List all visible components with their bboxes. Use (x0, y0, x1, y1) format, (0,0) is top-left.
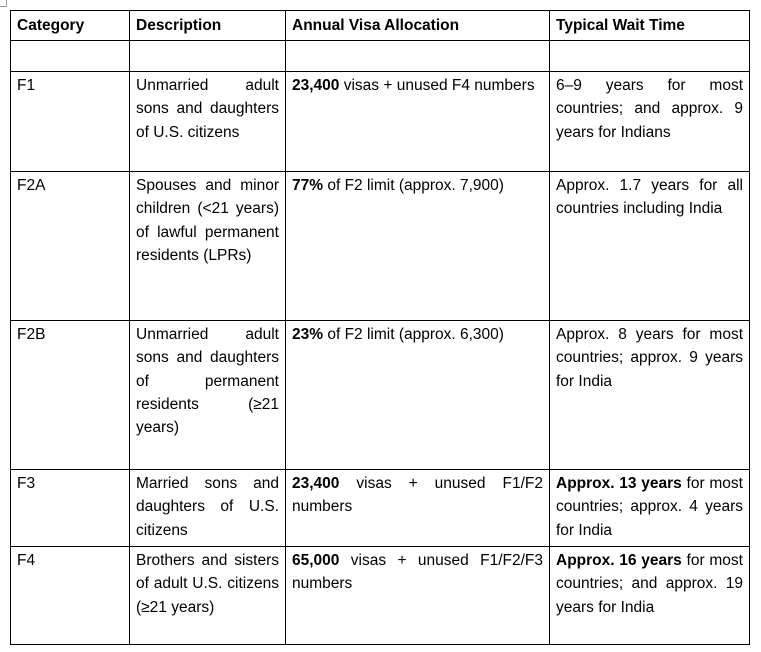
allocation-cell (286, 321, 550, 470)
allocation-bold: 65,000 (292, 552, 340, 569)
table-move-handle[interactable] (0, 0, 7, 7)
empty-cell (286, 41, 550, 72)
empty-row (11, 41, 750, 72)
wait-time-text: Approx. 1.7 years for all countries including India (556, 177, 743, 218)
category-cell: F3 (11, 470, 130, 547)
header-description: Description (130, 11, 286, 41)
table-row (11, 172, 750, 321)
allocation-text: visas + unused F1/F2/F3 numbers (292, 552, 543, 593)
category-cell: F2A (11, 172, 130, 321)
allocation-cell (286, 172, 550, 321)
allocation-text: visas + unused F4 numbers (339, 77, 535, 94)
allocation-text: of F2 limit (approx. 6,300) (323, 326, 504, 343)
empty-cell (550, 41, 750, 72)
allocation-bold: 23% (292, 326, 324, 343)
description-cell: Spouses and minor children (<21 years) of lawful permanent residents (LPRs) (130, 172, 286, 321)
table-row (11, 72, 750, 172)
wait-time-cell (550, 547, 750, 645)
allocation-cell (286, 72, 550, 172)
wait-time-text: 6–9 years for most countries; and approx. 9 years for Indians (556, 77, 743, 141)
wait-time-text: for most countries; approx. 4 years for India (556, 475, 743, 539)
wait-time-bold: Approx. 16 years (556, 552, 682, 569)
description-cell: Brothers and sisters of adult U.S. citizens (≥21 years) (130, 547, 286, 645)
wait-time-text: for most countries; and approx. 19 years for India (556, 552, 743, 616)
allocation-text: of F2 limit (approx. 7,900) (323, 177, 504, 194)
allocation-text: visas + unused F1/F2 numbers (292, 475, 543, 516)
allocation-bold: 23,400 (292, 475, 340, 492)
header-category: Category (11, 11, 130, 41)
category-cell: F4 (11, 547, 130, 645)
category-cell: F1 (11, 72, 130, 172)
table-row (11, 321, 750, 470)
description-cell: Married sons and daughters of U.S. citizens (130, 470, 286, 547)
visa-category-table (10, 10, 750, 645)
wait-time-cell (550, 470, 750, 547)
wait-time-cell (550, 321, 750, 470)
wait-time-text: Approx. 8 years for most countries; approx. 9 years for India (556, 326, 743, 390)
wait-time-cell (550, 72, 750, 172)
wait-time-bold: Approx. 13 years (556, 475, 682, 492)
allocation-cell (286, 547, 550, 645)
allocation-bold: 77% (292, 177, 324, 194)
allocation-cell (286, 470, 550, 547)
description-cell: Unmarried adult sons and daughters of permanent residents (≥21 years) (130, 321, 286, 470)
allocation-bold: 23,400 (292, 77, 340, 94)
header-typical-wait-time: Typical Wait Time (550, 11, 750, 41)
empty-cell (130, 41, 286, 72)
category-cell: F2B (11, 321, 130, 470)
description-cell: Unmarried adult sons and daughters of U.S. citizens (130, 72, 286, 172)
empty-cell (11, 41, 130, 72)
table-row (11, 470, 750, 547)
header-annual-visa-allocation: Annual Visa Allocation (286, 11, 550, 41)
table-row (11, 547, 750, 645)
table-header-row (11, 11, 750, 41)
wait-time-cell (550, 172, 750, 321)
